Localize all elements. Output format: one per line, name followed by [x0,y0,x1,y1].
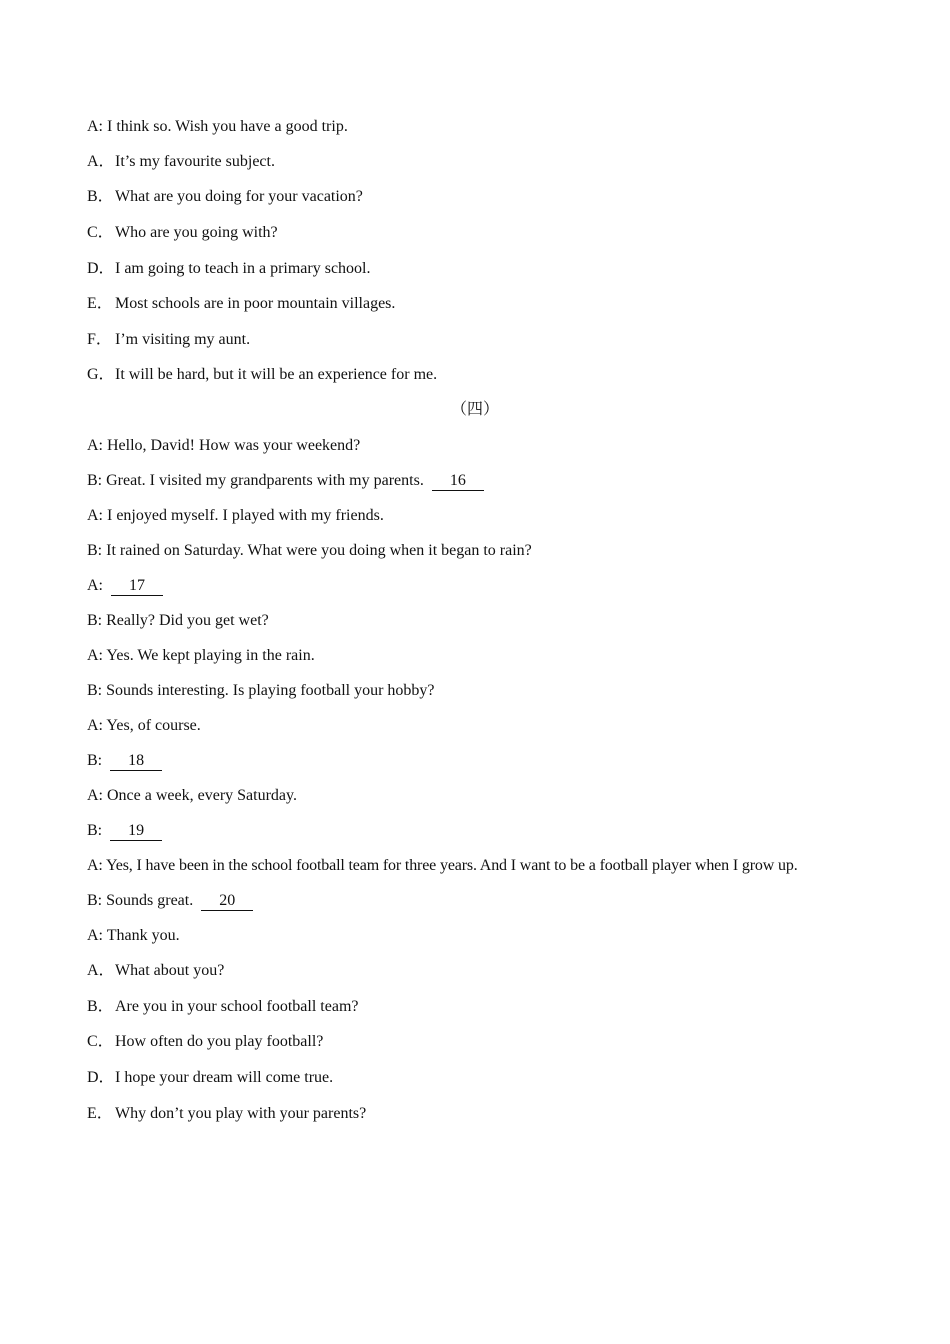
option-g [87,365,437,385]
option-letter: B． [87,998,114,1015]
option-letter: E． [87,295,113,312]
dialogue-text: B: [87,752,103,769]
answer-blank[interactable]: 18 [110,752,162,771]
dialogue-line: A: Hello, David! How was your weekend? [87,437,361,454]
dialogue-line [87,471,484,491]
option-letter: C． [87,224,114,241]
dialogue-text: B: Sounds great. [87,892,194,909]
dialogue-text: B: Great. I visited my grandparents with my parents. [87,472,424,489]
option-a [87,152,275,172]
option-letter: C． [87,1033,114,1050]
option-text: I am going to teach in a primary school. [115,260,371,277]
option-text: I’m visiting my aunt. [115,331,251,348]
option-c [87,223,278,243]
option-text: What about you? [115,962,225,979]
answer-blank[interactable]: 19 [110,822,162,841]
option-d [87,259,370,279]
dialogue-line: A: I enjoyed myself. I played with my friends. [87,507,384,524]
dialogue-line: B: Really? Did you get wet? [87,612,269,629]
option-letter: D． [87,260,115,277]
dialogue-text: A: [87,577,103,594]
option-text: Most schools are in poor mountain villages. [115,295,396,312]
dialogue-line: A: Yes. We kept playing in the rain. [87,647,315,664]
dialogue-line: A: Yes, I have been in the school football team for three years. And I want to be a football player when I grow up. [87,857,798,874]
option-text: I hope your dream will come true. [115,1069,334,1086]
option-e [87,1104,366,1124]
option-a [87,961,224,981]
section-heading: （四） [450,401,499,418]
dialogue-text: B: [87,822,103,839]
dialogue-line [87,891,253,911]
dialogue-line [87,751,162,771]
answer-blank[interactable]: 20 [201,892,253,911]
option-c [87,1032,323,1052]
dialogue-line [87,576,163,596]
option-letter: B． [87,188,114,205]
answer-blank[interactable]: 17 [111,577,163,596]
option-text: Are you in your school football team? [115,998,359,1015]
option-b [87,187,363,207]
option-letter: A． [87,153,115,170]
option-letter: A． [87,962,115,979]
option-text: How often do you play football? [115,1033,324,1050]
option-text: It will be hard, but it will be an experience for me. [115,366,438,383]
option-letter: D． [87,1069,115,1086]
dialogue-line: A: Yes, of course. [87,717,201,734]
option-d [87,1068,333,1088]
option-b [87,997,359,1017]
option-letter: F． [87,331,112,348]
answer-blank[interactable]: 16 [432,472,484,491]
dialogue-line: B: Sounds interesting. Is playing football your hobby? [87,682,435,699]
option-f [87,330,250,350]
dialogue-line: A: Thank you. [87,927,180,944]
option-letter: E． [87,1105,113,1122]
dialogue-line: A: Once a week, every Saturday. [87,787,297,804]
dialogue-line [87,821,162,841]
option-text: What are you doing for your vacation? [115,188,363,205]
dialogue-line: A: I think so. Wish you have a good trip. [87,118,348,135]
option-text: It’s my favourite subject. [115,153,275,170]
option-letter: G． [87,366,115,383]
dialogue-line: B: It rained on Saturday. What were you doing when it began to rain? [87,542,532,559]
option-text: Why don’t you play with your parents? [115,1105,367,1122]
option-text: Who are you going with? [115,224,278,241]
option-e [87,294,395,314]
